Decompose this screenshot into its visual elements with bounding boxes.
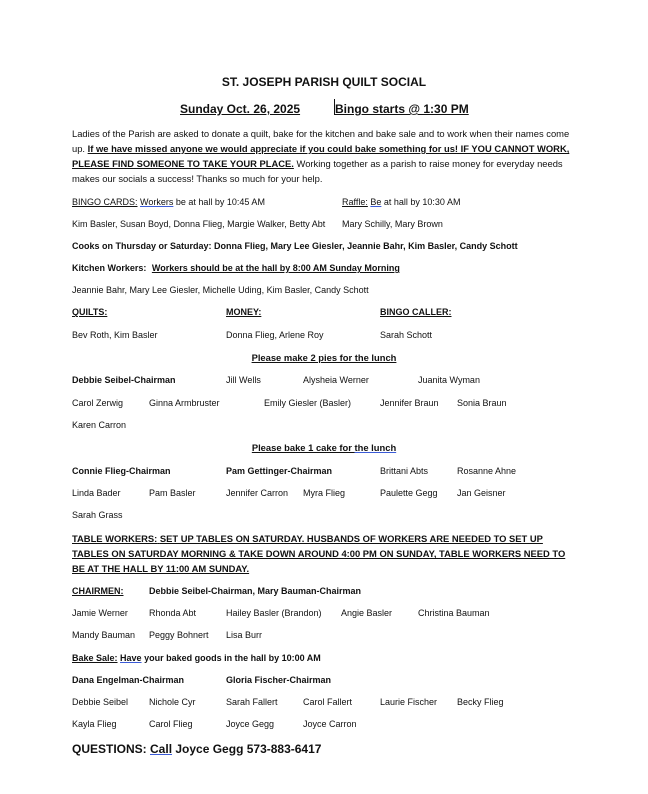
chairmen-worker: Peggy Bohnert <box>149 630 209 640</box>
bake-sale-worker: Joyce Gegg <box>226 719 275 729</box>
cooks-line: Cooks on Thursday or Saturday: Donna Flieg, Mary Lee Giesler, Jeannie Bahr, Kim Basler, Candy Schott <box>72 241 518 251</box>
chairmen-label: CHAIRMEN: <box>72 586 124 596</box>
bingo-caller-names: Sarah Schott <box>380 330 433 340</box>
raffle-line <box>342 196 460 208</box>
chairmen-worker: Angie Basler <box>341 608 393 618</box>
table-workers-label: TABLE WORKERS: <box>72 533 158 544</box>
pies-heading: Please make 2 pies for the lunch <box>251 352 397 363</box>
intro-request: If we have missed anyone we would appreciate if you could bake something for us! IF YOU CANNOT WORK, PLEASE FIND SOMEONE TO TAKE YOUR PLACE. <box>72 143 570 169</box>
bingo-cards-note-a: Workers <box>140 197 174 207</box>
pies-name: Emily Giesler (Basler) <box>264 398 352 408</box>
bake-sale-chair: Dana Engelman-Chairman <box>72 675 185 685</box>
questions-line <box>72 741 321 757</box>
questions-contact: Joyce Gegg 573-883-6417 <box>172 742 322 756</box>
money-label: MONEY: <box>226 307 262 317</box>
money-names: Donna Flieg, Arlene Roy <box>226 330 324 340</box>
chairmen-worker: Rhonda Abt <box>149 608 197 618</box>
intro-text: Ladies of the Parish are asked to donate a quilt, bake for the kitchen and bake sale and to work when their names come up. <box>72 128 570 154</box>
quilts-label: QUILTS: <box>72 307 108 317</box>
pies-name: Ginna Armbruster <box>149 398 220 408</box>
bake-sale-worker: Sarah Fallert <box>226 697 278 707</box>
page-title: ST. JOSEPH PARISH QUILT SOCIAL <box>221 75 427 89</box>
intro-paragraph <box>72 126 576 186</box>
raffle-note-a: Be <box>370 197 382 207</box>
bake-sale-label: Bake Sale: <box>72 653 118 663</box>
pies-chair: Debbie Seibel-Chairman <box>72 375 176 385</box>
cakes-name: Rosanne Ahne <box>457 466 517 476</box>
bake-sale-line <box>72 652 321 664</box>
kitchen-note: Workers should be at the hall by 8:00 AM Sunday Morning <box>151 263 400 273</box>
bingo-cards-note-b: be at hall by 10:45 AM <box>173 197 265 207</box>
raffle-label: Raffle: <box>342 197 368 207</box>
raffle-names: Mary Schilly, Mary Brown <box>342 219 443 229</box>
pies-name: Juanita Wyman <box>418 375 480 385</box>
cakes-name: Paulette Gegg <box>380 488 438 498</box>
cakes-chair: Pam Gettinger-Chairman <box>226 466 333 476</box>
cakes-heading-b: the lunch <box>354 442 397 453</box>
bake-sale-worker: Becky Flieg <box>457 697 504 707</box>
chairmen-worker: Hailey Basler (Brandon) <box>226 608 322 618</box>
bake-sale-chair: Gloria Fischer-Chairman <box>226 675 332 685</box>
bake-sale-worker: Debbie Seibel <box>72 697 129 707</box>
bake-sale-worker: Joyce Carron <box>303 719 357 729</box>
chairmen-worker: Lisa Burr <box>226 630 263 640</box>
kitchen-names: Jeannie Bahr, Mary Lee Giesler, Michelle Uding, Kim Basler, Candy Schott <box>72 285 369 295</box>
bingo-caller-label: BINGO CALLER: <box>380 307 452 317</box>
bingo-start-time: Bingo starts @ 1:30 PM <box>335 102 469 116</box>
bake-sale-note-b: your baked goods in the hall by 10:00 AM <box>141 653 321 663</box>
chairmen-worker: Mandy Bauman <box>72 630 136 640</box>
kitchen-label: Kitchen Workers: <box>72 263 147 273</box>
bake-sale-worker: Carol Fallert <box>303 697 353 707</box>
chairmen-worker: Jamie Werner <box>72 608 128 618</box>
chairmen-worker: Christina Bauman <box>418 608 490 618</box>
bake-sale-worker: Carol Flieg <box>149 719 193 729</box>
pies-name: Jennifer Braun <box>380 398 439 408</box>
table-workers-text: SET UP TABLES ON SATURDAY. HUSBANDS OF WORKERS ARE NEEDED TO SET UP TABLES ON SATURDAY MORNING & TAKE DOWN AROUND 4:00 PM ON SUNDAY, TABLE WORKERS NEED TO BE AT THE HALL BY 11:00 AM SUNDAY. <box>72 533 566 574</box>
cakes-name: Myra Flieg <box>303 488 346 498</box>
pies-name: Karen Carron <box>72 420 127 430</box>
cakes-name: Jan Geisner <box>457 488 506 498</box>
pies-name: Jill Wells <box>226 375 261 385</box>
cakes-name: Sarah Grass <box>72 510 123 520</box>
intro-thanks: Working together as a parish to raise money for everyday needs makes our socials a success! Thanks so much for your help. <box>72 158 563 184</box>
bingo-cards-line <box>72 196 265 208</box>
bake-sale-note-a: Have <box>120 653 142 663</box>
cakes-name: Pam Basler <box>149 488 196 498</box>
bingo-cards-names: Kim Basler, Susan Boyd, Donna Flieg, Margie Walker, Betty Abt <box>72 219 326 229</box>
cakes-name: Linda Bader <box>72 488 121 498</box>
bingo-cards-label: BINGO CARDS: <box>72 197 138 207</box>
kitchen-line <box>72 262 400 274</box>
table-workers-paragraph <box>72 531 576 576</box>
raffle-note-b: at hall by 10:30 AM <box>381 197 461 207</box>
pies-name: Carol Zerwig <box>72 398 124 408</box>
questions-call: Call <box>150 742 173 756</box>
pies-name: Alysheia Werner <box>303 375 369 385</box>
pies-name: Sonia Braun <box>457 398 507 408</box>
cakes-chair: Connie Flieg-Chairman <box>72 466 171 476</box>
chairmen-names: Debbie Seibel-Chairman, Mary Bauman-Chairman <box>149 586 362 596</box>
cakes-name: Jennifer Carron <box>226 488 289 498</box>
cakes-heading-a: Please bake 1 cake for <box>251 442 355 453</box>
quilts-names: Bev Roth, Kim Basler <box>72 330 158 340</box>
cakes-name: Brittani Abts <box>380 466 429 476</box>
bake-sale-worker: Laurie Fischer <box>380 697 438 707</box>
cakes-heading <box>0 442 648 454</box>
questions-label: QUESTIONS: <box>72 742 147 756</box>
bake-sale-worker: Nichole Cyr <box>149 697 196 707</box>
event-date: Sunday Oct. 26, 2025 <box>180 102 301 116</box>
bake-sale-worker: Kayla Flieg <box>72 719 117 729</box>
